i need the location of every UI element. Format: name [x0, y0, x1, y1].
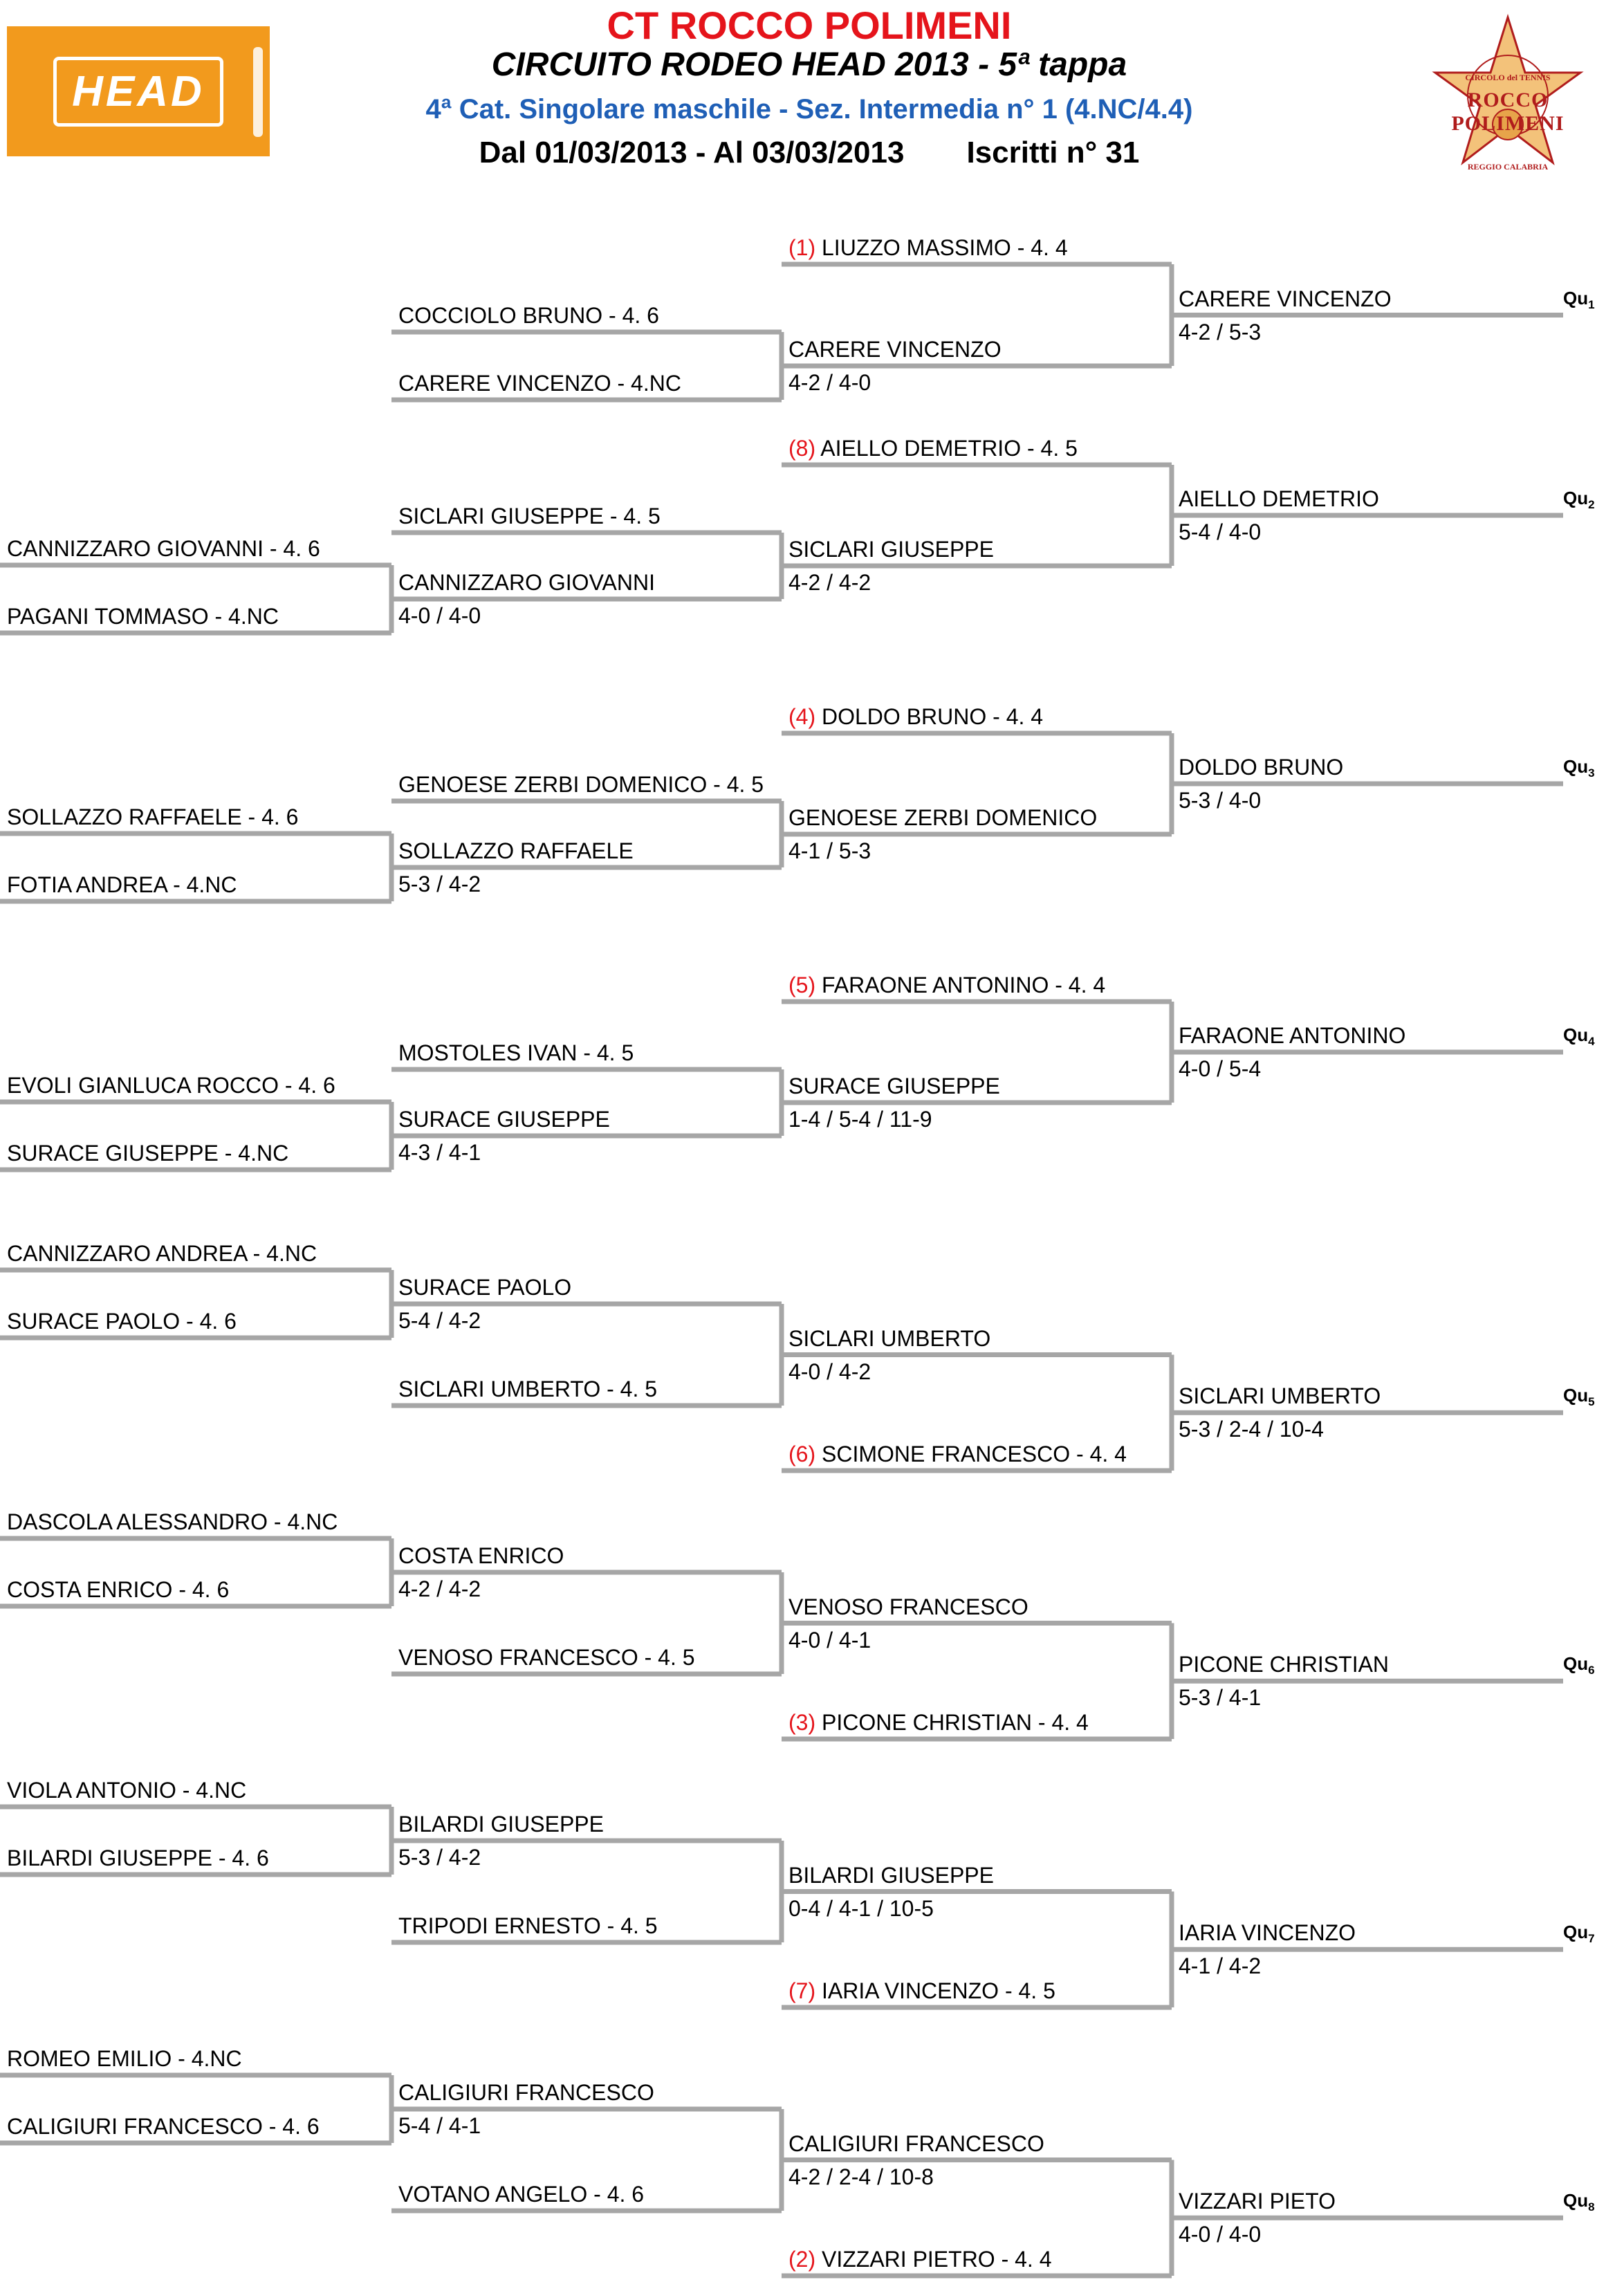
match-winner: GENOESE ZERBI DOMENICO	[788, 805, 1098, 830]
player-entry: COCCIOLO BRUNO - 4. 6	[398, 303, 659, 328]
seeded-player	[788, 1442, 1127, 1466]
player-entry: SOLLAZZO RAFFAELE - 4. 6	[7, 804, 299, 829]
player-entry: SURACE PAOLO - 4. 6	[7, 1309, 237, 1334]
seeded-player	[788, 704, 1043, 729]
seed-number: (4)	[788, 704, 816, 729]
match-score: 4-3 / 4-1	[398, 1140, 481, 1165]
match-winner: CARERE VINCENZO	[788, 337, 1002, 362]
player-entry: VIOLA ANTONIO - 4.NC	[7, 1778, 247, 1803]
match-winner: SURACE GIUSEPPE	[398, 1107, 610, 1132]
match-winner: SOLLAZZO RAFFAELE	[398, 838, 634, 863]
club-logo-top: CIRCOLO del TENNIS	[1465, 73, 1551, 82]
quarter-winner: DOLDO BRUNO	[1179, 755, 1344, 780]
match-score: 4-2 / 5-3	[1179, 319, 1262, 344]
entries-count: Iscritti n° 31	[966, 136, 1140, 169]
qualifier-prefix: Qu	[1563, 2190, 1589, 2211]
match-score: 0-4 / 4-1 / 10-5	[788, 1895, 934, 1921]
seeded-player-name: VIZZARI PIETRO - 4. 4	[815, 2247, 1052, 2272]
qualifier-label	[1563, 488, 1595, 512]
qualifier-prefix: Qu	[1563, 1385, 1589, 1406]
seeded-player-name: FARAONE ANTONINO - 4. 4	[815, 973, 1106, 997]
qualifier-label	[1563, 2190, 1595, 2214]
match-score: 4-0 / 4-1	[788, 1627, 871, 1653]
quarter-winner: VIZZARI PIETO	[1179, 2189, 1336, 2214]
seeded-player-name: IARIA VINCENZO - 4. 5	[815, 1978, 1055, 2003]
match-winner: COSTA ENRICO	[398, 1543, 564, 1568]
match-score: 5-4 / 4-1	[398, 2113, 481, 2138]
match-score: 4-1 / 4-2	[1179, 1953, 1262, 1979]
seed-number: (6)	[788, 1442, 816, 1466]
match-score: 4-2 / 4-2	[788, 570, 871, 595]
qualifier-index: 7	[1588, 1932, 1595, 1946]
seeded-player-name: DOLDO BRUNO - 4. 4	[815, 704, 1044, 729]
seed-number: (7)	[788, 1978, 816, 2003]
club-logo-city: REGGIO CALABRIA	[1467, 162, 1549, 172]
player-entry: GENOESE ZERBI DOMENICO - 4. 5	[398, 772, 764, 797]
qualifier-index: 5	[1588, 1395, 1595, 1409]
player-entry: TRIPODI ERNESTO - 4. 5	[398, 1913, 658, 1938]
head-logo-text: HEAD	[53, 57, 223, 127]
match-winner: BILARDI GIUSEPPE	[788, 1862, 994, 1888]
player-entry: BILARDI GIUSEPPE - 4. 6	[7, 1846, 269, 1870]
match-score: 4-2 / 4-2	[398, 1576, 481, 1601]
circuit-title: CIRCUITO RODEO HEAD 2013 - 5ª tappa	[491, 46, 1127, 83]
seed-number: (3)	[788, 1710, 816, 1735]
match-score: 5-3 / 4-0	[1179, 788, 1262, 813]
seeded-player-name: SCIMONE FRANCESCO - 4. 4	[815, 1442, 1127, 1466]
qualifier-index: 2	[1588, 498, 1595, 512]
player-entry: ROMEO EMILIO - 4.NC	[7, 2046, 242, 2071]
seeded-player-name: AIELLO DEMETRIO - 4. 5	[815, 436, 1078, 461]
qualifier-index: 6	[1588, 1664, 1595, 1677]
seeded-player	[788, 973, 1105, 997]
dates: Dal 01/03/2013 - Al 03/03/2013	[479, 136, 905, 169]
player-entry: SICLARI GIUSEPPE - 4. 5	[398, 504, 661, 528]
player-entry: PAGANI TOMMASO - 4.NC	[7, 604, 279, 629]
match-winner: SICLARI GIUSEPPE	[788, 537, 994, 562]
match-score: 4-0 / 4-0	[1179, 2222, 1262, 2247]
seed-number: (8)	[788, 436, 816, 461]
club-title: CT ROCCO POLIMENI	[607, 3, 1012, 47]
qualifier-index: 8	[1588, 2200, 1595, 2214]
player-entry: FOTIA ANDREA - 4.NC	[7, 872, 237, 897]
qualifier-label	[1563, 756, 1595, 780]
qualifier-label	[1563, 288, 1595, 312]
player-entry: VENOSO FRANCESCO - 4. 5	[398, 1645, 695, 1670]
match-winner: SURACE GIUSEPPE	[788, 1074, 1000, 1098]
player-entry: VOTANO ANGELO - 4. 6	[398, 2182, 645, 2207]
player-entry: MOSTOLES IVAN - 4. 5	[398, 1040, 634, 1065]
match-score: 1-4 / 5-4 / 11-9	[788, 1107, 932, 1132]
quarter-winner: IARIA VINCENZO	[1179, 1920, 1356, 1946]
qualifier-label	[1563, 1024, 1595, 1049]
player-entry: DASCOLA ALESSANDRO - 4.NC	[7, 1509, 338, 1534]
qualifier-index: 1	[1588, 297, 1595, 311]
quarter-winner: SICLARI UMBERTO	[1179, 1383, 1381, 1409]
qualifier-index: 4	[1588, 1035, 1595, 1049]
seeded-player-name: PICONE CHRISTIAN - 4. 4	[815, 1710, 1089, 1735]
quarter-winner: FARAONE ANTONINO	[1179, 1023, 1406, 1048]
qualifier-prefix: Qu	[1563, 488, 1589, 508]
match-score: 4-2 / 4-0	[788, 370, 871, 395]
match-score: 4-0 / 4-0	[398, 603, 481, 628]
match-winner: SICLARI UMBERTO	[788, 1325, 991, 1351]
match-winner: VENOSO FRANCESCO	[788, 1594, 1028, 1619]
match-winner: CALIGIURI FRANCESCO	[398, 2080, 654, 2105]
club-logo-name: ROCCO POLIMENI	[1451, 89, 1565, 135]
player-entry: CANNIZZARO ANDREA - 4.NC	[7, 1241, 317, 1266]
seeded-player	[788, 1710, 1089, 1735]
player-entry: SICLARI UMBERTO - 4. 5	[398, 1377, 658, 1401]
qualifier-index: 3	[1588, 766, 1595, 780]
match-score: 5-3 / 4-1	[1179, 1685, 1262, 1711]
seeded-player-name: LIUZZO MASSIMO - 4. 4	[815, 235, 1068, 260]
match-score: 4-0 / 5-4	[1179, 1056, 1262, 1081]
match-score: 5-3 / 4-2	[398, 872, 481, 896]
qualifier-prefix: Qu	[1563, 756, 1589, 777]
seeded-player	[788, 235, 1068, 260]
match-winner: CALIGIURI FRANCESCO	[788, 2131, 1044, 2156]
player-entry: CARERE VINCENZO - 4.NC	[398, 371, 681, 396]
qualifier-prefix: Qu	[1563, 1922, 1589, 1943]
match-score: 5-3 / 2-4 / 10-4	[1179, 1417, 1324, 1442]
match-score: 5-4 / 4-2	[398, 1308, 481, 1333]
seed-number: (1)	[788, 235, 816, 260]
qualifier-prefix: Qu	[1563, 1024, 1589, 1045]
qualifier-label	[1563, 1385, 1595, 1409]
seeded-player	[788, 436, 1078, 461]
player-entry: CALIGIURI FRANCESCO - 4. 6	[7, 2114, 320, 2139]
match-score: 5-3 / 4-2	[398, 1845, 481, 1870]
quarter-winner: PICONE CHRISTIAN	[1179, 1652, 1390, 1677]
seeded-player	[788, 2247, 1052, 2272]
match-score: 4-1 / 5-3	[788, 838, 871, 863]
match-score: 4-0 / 4-2	[788, 1359, 871, 1384]
player-entry: SURACE GIUSEPPE - 4.NC	[7, 1141, 289, 1166]
qualifier-prefix: Qu	[1563, 1653, 1589, 1675]
qualifier-prefix: Qu	[1563, 287, 1589, 309]
player-entry: CANNIZZARO GIOVANNI - 4. 6	[7, 536, 320, 561]
seed-number: (5)	[788, 973, 816, 997]
seed-number: (2)	[788, 2247, 816, 2272]
qualifier-label	[1563, 1922, 1595, 1946]
category-subtitle: 4ª Cat. Singolare maschile - Sez. Intermedia n° 1 (4.NC/4.4)	[425, 94, 1193, 125]
match-winner: CANNIZZARO GIOVANNI	[398, 570, 655, 595]
quarter-winner: CARERE VINCENZO	[1179, 286, 1392, 311]
match-score: 5-4 / 4-0	[1179, 519, 1262, 544]
qualifier-label	[1563, 1653, 1595, 1677]
player-entry: COSTA ENRICO - 4. 6	[7, 1577, 230, 1602]
seeded-player	[788, 1978, 1055, 2003]
match-winner: SURACE PAOLO	[398, 1275, 572, 1300]
match-score: 4-2 / 2-4 / 10-8	[788, 2164, 934, 2189]
quarter-winner: AIELLO DEMETRIO	[1179, 486, 1379, 511]
match-winner: BILARDI GIUSEPPE	[398, 1812, 604, 1837]
player-entry: EVOLI GIANLUCA ROCCO - 4. 6	[7, 1073, 335, 1098]
